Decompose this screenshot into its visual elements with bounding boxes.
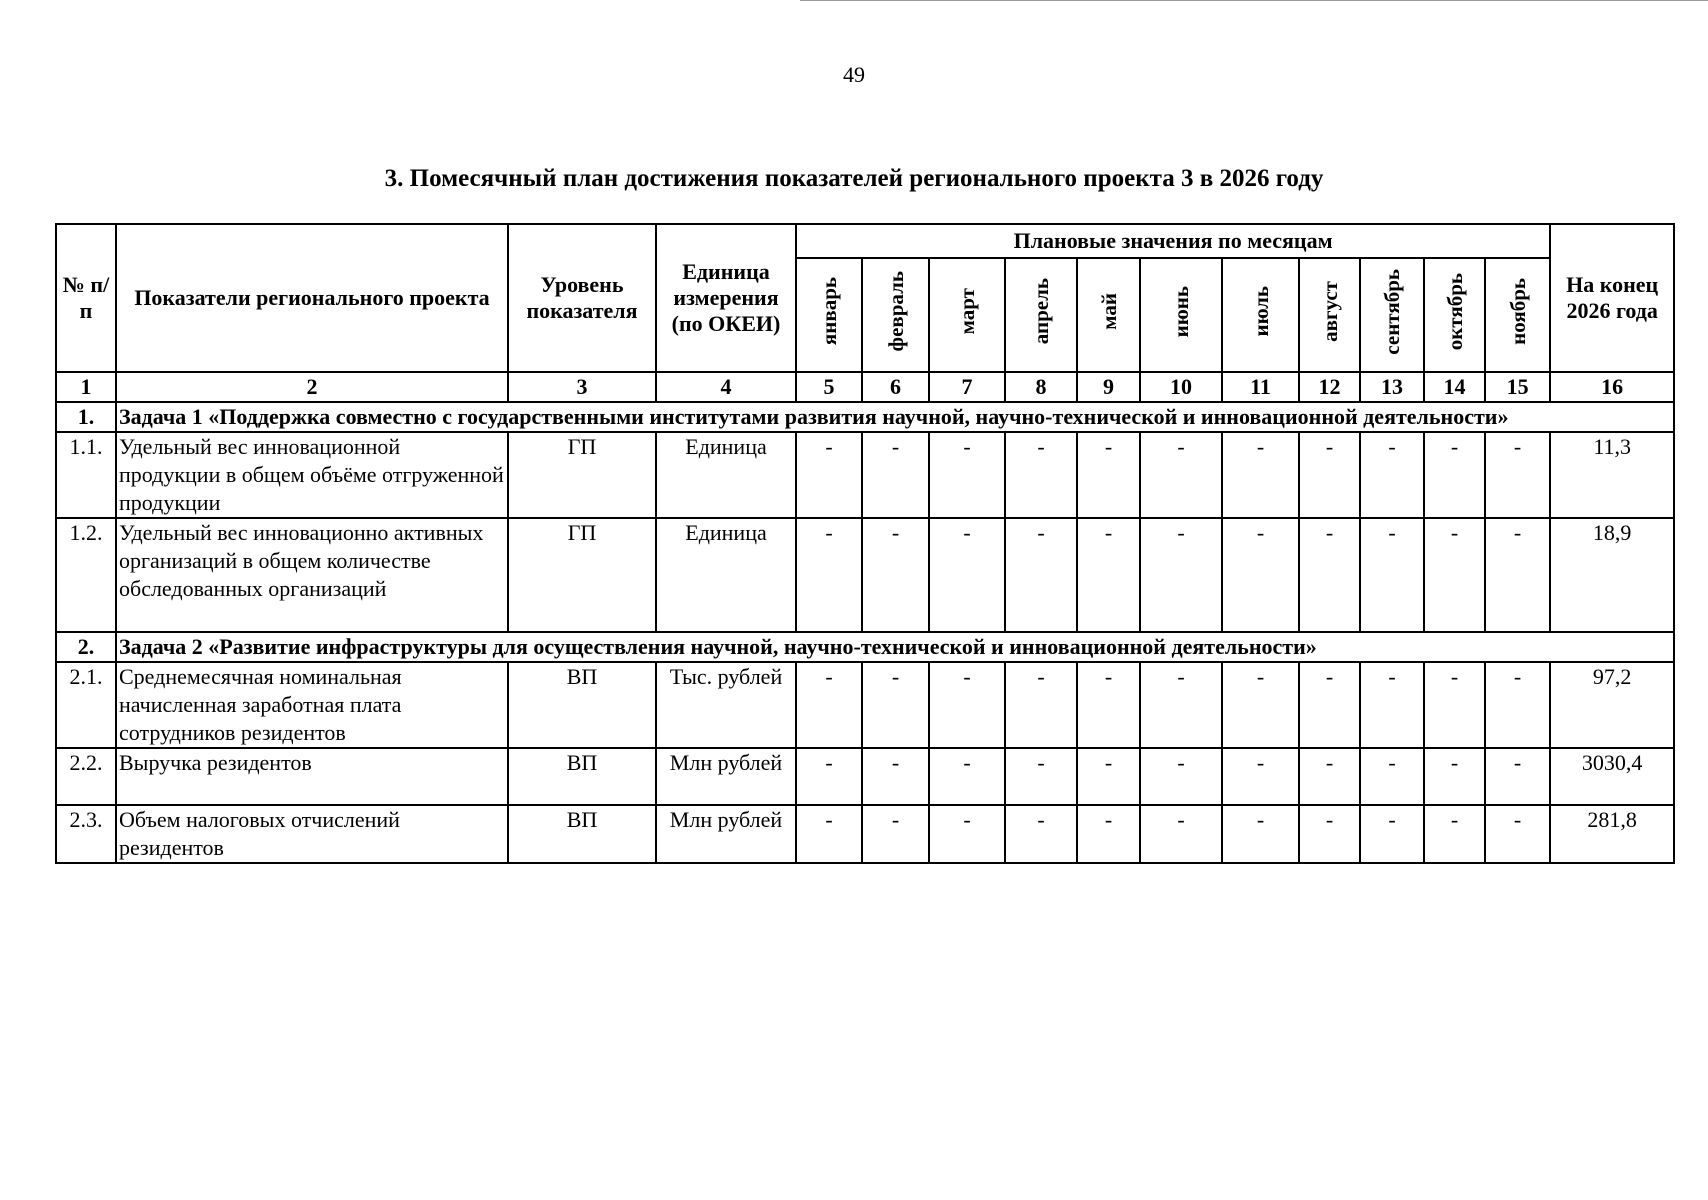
task-row [56,632,1674,662]
indicator-name: Удельный вес инновационной продукции в общем объёме отгруженной продукции [116,432,508,518]
end-of-year-value: 97,2 [1550,662,1674,748]
month-value: - [1485,748,1550,805]
month-value: - [1485,805,1550,863]
month-header [1222,258,1299,372]
column-number: 13 [1360,372,1424,402]
month-value: - [1299,748,1360,805]
column-number: 2 [116,372,508,402]
month-value: - [1424,432,1485,518]
indicator-unit: Единица [656,432,796,518]
month-value: - [1140,432,1222,518]
column-number: 15 [1485,372,1550,402]
row-number: 2.1. [56,662,116,748]
indicator-unit: Млн рублей [656,748,796,805]
page-number: 49 [843,62,865,87]
month-value: - [1424,805,1485,863]
month-value: - [1360,662,1424,748]
month-label: август [1317,281,1342,342]
month-label: сентябрь [1380,268,1404,355]
month-value: - [1140,805,1222,863]
indicator-level: ВП [508,662,656,748]
month-value: - [1485,432,1550,518]
indicator-row [56,518,1674,632]
month-value: - [862,805,929,863]
month-value: - [929,518,1005,632]
month-value: - [862,518,929,632]
end-of-year-value: 11,3 [1550,432,1674,518]
task-row [56,402,1674,432]
indicator-level: ВП [508,805,656,863]
month-value: - [1140,518,1222,632]
month-value: - [1360,805,1424,863]
column-number: 9 [1077,372,1140,402]
indicator-level: ГП [508,432,656,518]
indicator-unit: Тыс. рублей [656,662,796,748]
month-header [862,258,929,372]
month-value: - [1299,662,1360,748]
month-value: - [1005,748,1077,805]
indicator-name: Выручка резидентов [116,748,508,805]
month-value: - [1360,518,1424,632]
month-label: март [955,288,979,335]
indicator-row [56,662,1674,748]
end-of-year-value: 3030,4 [1550,748,1674,805]
header-row [56,224,1674,258]
month-value: - [929,748,1005,805]
month-value: - [862,432,929,518]
indicator-unit: Единица [656,518,796,632]
month-value: - [796,432,862,518]
column-number: 16 [1550,372,1674,402]
row-number: 2.2. [56,748,116,805]
month-value: - [1299,432,1360,518]
month-label: май [1096,293,1121,330]
month-value: - [929,805,1005,863]
month-value: - [1077,805,1140,863]
month-value: - [1222,518,1299,632]
header-num: № п/п [56,224,116,372]
month-value: - [1005,432,1077,518]
month-value: - [1299,805,1360,863]
month-label: февраль [883,271,908,352]
task-number: 1. [56,402,116,432]
header-indicator: Показатели регионального проекта [116,224,508,372]
column-number: 12 [1299,372,1360,402]
indicator-unit: Млн рублей [656,805,796,863]
month-value: - [1077,662,1140,748]
month-header [796,258,862,372]
month-value: - [1222,805,1299,863]
header-unit: Единица измерения (по ОКЕИ) [656,224,796,372]
indicator-row [56,748,1674,805]
column-number: 7 [929,372,1005,402]
month-value: - [1424,748,1485,805]
month-header [1299,258,1360,372]
column-number: 6 [862,372,929,402]
indicator-row [56,432,1674,518]
month-header [1077,258,1140,372]
month-label: июль [1248,286,1273,337]
month-value: - [1222,432,1299,518]
month-label: апрель [1029,278,1053,345]
indicator-row [56,805,1674,863]
column-number: 4 [656,372,796,402]
scan-top-edge [800,0,1708,1]
document-title: 3. Помесячный план достижения показателей регионального проекта 3 в 2026 году [384,165,1324,192]
month-value: - [929,432,1005,518]
month-value: - [1077,518,1140,632]
month-value: - [1222,748,1299,805]
header-level: Уровень показателя [508,224,656,372]
month-value: - [1077,432,1140,518]
month-value: - [1360,432,1424,518]
column-number: 3 [508,372,656,402]
task-title: Задача 1 «Поддержка совместно с государственными институтами развития научной, научно-технической и инновационной деятельности» [116,402,1674,432]
task-title: Задача 2 «Развитие инфраструктуры для осуществления научной, научно-технической и инновационной деятельности» [116,632,1674,662]
month-header [1424,258,1485,372]
month-value: - [796,805,862,863]
month-header [1485,258,1550,372]
header-monthly-group: Плановые значения по месяцам [796,224,1550,258]
month-value: - [1360,748,1424,805]
header-end-of-year: На конец 2026 года [1550,224,1674,372]
end-of-year-value: 281,8 [1550,805,1674,863]
month-value: - [796,662,862,748]
column-number: 14 [1424,372,1485,402]
month-value: - [796,748,862,805]
month-value: - [1005,805,1077,863]
indicator-name: Среднемесячная номинальная начисленная заработная плата сотрудников резидентов [116,662,508,748]
column-number: 11 [1222,372,1299,402]
month-label: январь [817,277,841,346]
indicator-level: ГП [508,518,656,632]
indicator-level: ВП [508,748,656,805]
month-label: ноябрь [1505,278,1530,345]
month-value: - [862,662,929,748]
month-value: - [1299,518,1360,632]
month-value: - [1140,748,1222,805]
month-header [1140,258,1222,372]
month-header [1360,258,1424,372]
column-number: 5 [796,372,862,402]
month-value: - [1424,518,1485,632]
row-number: 1.1. [56,432,116,518]
monthly-plan-table [55,223,1675,864]
column-number-row [56,372,1674,402]
month-value: - [1485,662,1550,748]
month-value: - [1222,662,1299,748]
month-value: - [1005,518,1077,632]
row-number: 2.3. [56,805,116,863]
task-number: 2. [56,632,116,662]
month-label: июнь [1169,285,1193,338]
month-value: - [1077,748,1140,805]
month-value: - [1485,518,1550,632]
month-header [1005,258,1077,372]
indicator-name: Объем налоговых отчислений резидентов [116,805,508,863]
month-label: октябрь [1442,272,1467,351]
indicator-name: Удельный вес инновационно активных организаций в общем количестве обследованных организаций [116,518,508,632]
row-number: 1.2. [56,518,116,632]
month-value: - [929,662,1005,748]
month-value: - [1424,662,1485,748]
column-number: 10 [1140,372,1222,402]
month-value: - [862,748,929,805]
column-number: 1 [56,372,116,402]
end-of-year-value: 18,9 [1550,518,1674,632]
month-value: - [1005,662,1077,748]
column-number: 8 [1005,372,1077,402]
month-value: - [796,518,862,632]
month-value: - [1140,662,1222,748]
month-header [929,258,1005,372]
